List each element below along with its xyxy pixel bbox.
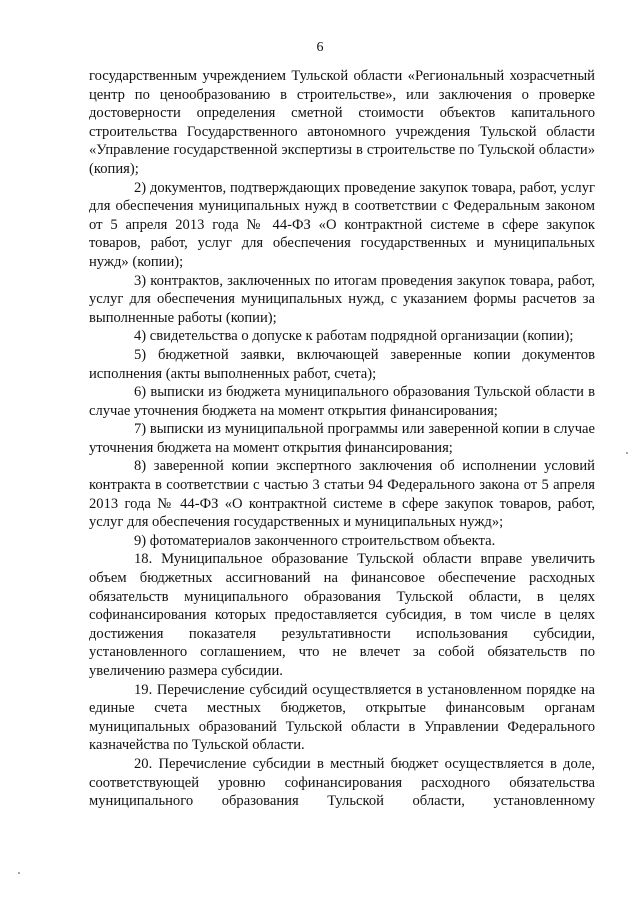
paragraph-item-2: 2) документов, подтверждающих проведение закупок товара, работ, услуг для обеспечения муниципальных нужд в соответствии с Федеральным законом от 5 апреля 2013 года № 44-ФЗ «О контрактной системе в сфере закупок товаров, работ, услуг для обеспечения государственных и муниципальных нужд» (копии); [89,179,595,270]
paragraph-clause-20: 20. Перечисление субсидии в местный бюджет осуществляется в доле, соответствующей уровню софинансирования расходного обязательства муниципального образования Тульской области, установленному [89,755,595,810]
scan-speck [626,452,628,454]
paragraph-item-8: 8) заверенной копии экспертного заключения об исполнении условий контракта в соответствии с частью 3 статьи 94 Федерального закона от 5 апреля 2013 года № 44-ФЗ «О контрактной системе в сфере закупок товаров, работ, услуг для обеспечения государственных и муниципальных нужд»; [89,458,595,531]
paragraph-item-5: 5) бюджетной заявки, включающей заверенные копии документов исполнения (акты выполненных работ, счета); [89,346,595,382]
paragraph-item-4: 4) свидетельства о допуске к работам подрядной организации (копии); [134,328,574,345]
paragraph-item-6: 6) выписки из бюджета муниципального образования Тульской области в случае уточнения бюджета на момент открытия финансирования; [89,384,595,419]
paragraph-item-9: 9) фотоматериалов законченного строительством объекта. [134,532,496,549]
document-body [89,67,595,811]
scan-speck [18,872,20,874]
paragraph-clause-19: 19. Перечисление субсидий осуществляется в установленном порядке на единые счета местных бюджетов, открытые финансовым органам муниципальных образований Тульской области в Управлении Федерального казначейства по Тульской области. [89,681,595,754]
paragraph-item-7: 7) выписки из муниципальной программы или заверенной копии в случае уточнения бюджета на момент открытия финансирования; [89,421,595,456]
page-number: 6 [316,40,324,55]
paragraph-item-3: 3) контрактов, заключенных по итогам проведения закупок товара, работ, услуг для обеспечения муниципальных нужд, с указанием формы расчетов за выполненные работы (копии); [89,272,595,326]
paragraph-clause-18: 18. Муниципальное образование Тульской области вправе увеличить объем бюджетных ассигнований на финансовое обеспечение расходных обязательств муниципального образования Тульской области, в целях софинансирования которых предоставляется субсидия, в том числе в целях достижения показателя результативности использования субсидии, установленного соглашением, что не влечет за собой обязательств по увеличению размера субсидии. [89,551,595,679]
paragraph-continuation: государственным учреждением Тульской области «Региональный хозрасчетный центр по ценообразованию в строительстве», или заключения о проверке достоверности определения сметной стоимости объектов капитального строительства Государственного автономного учреждения Тульской области «Управление государственной экспертизы в строительстве по Тульской области» (копия); [89,68,595,177]
